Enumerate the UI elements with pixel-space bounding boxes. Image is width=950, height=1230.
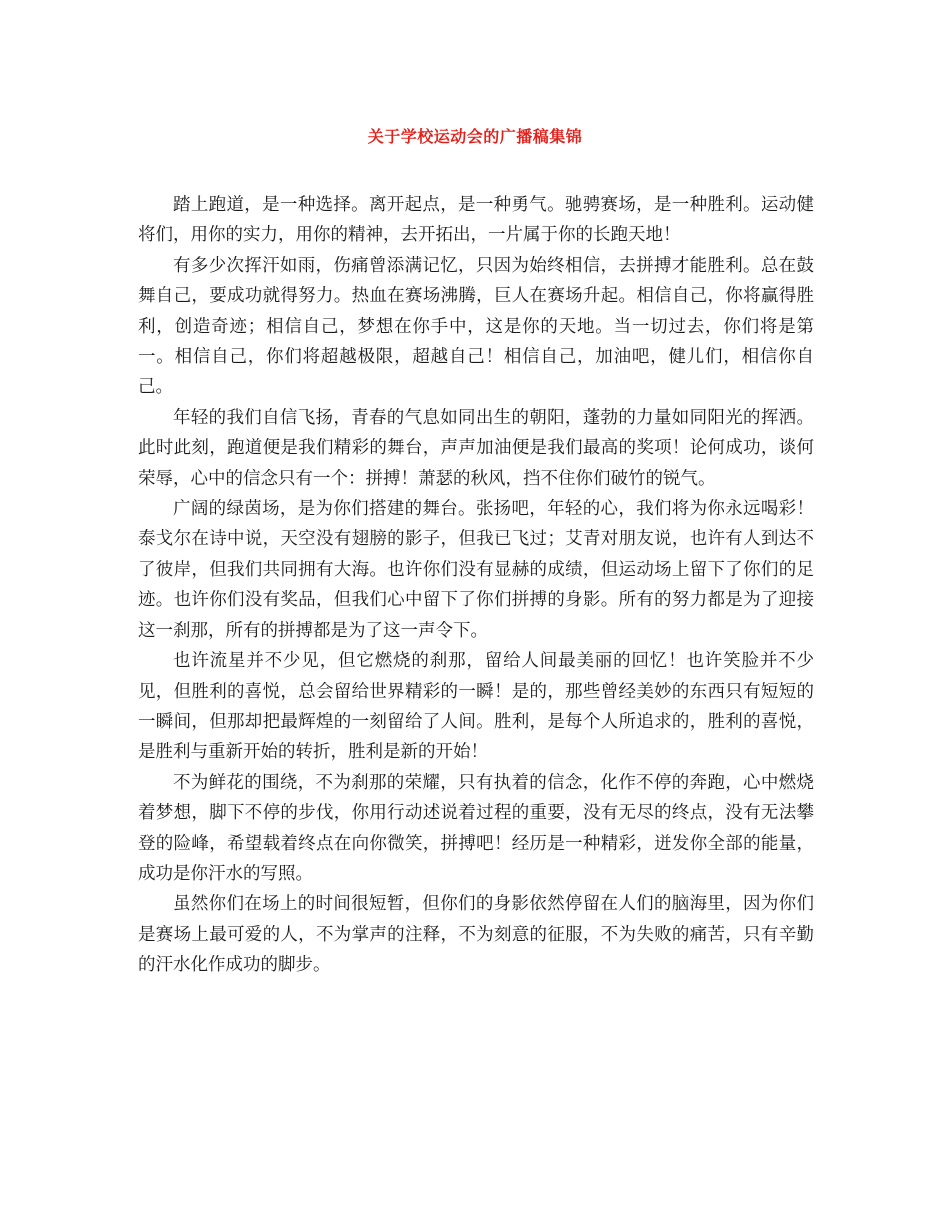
paragraph: 年轻的我们自信飞扬，青春的气息如同出生的朝阳，蓬勃的力量如同阳光的挥洒。此时此刻，跑道便是我们精彩的舞台，声声加油便是我们最高的奖项！论何成功，谈何荣辱，心中的信念只有一个：拼搏！萧瑟的秋风，挡不住你们破竹的锐气。 [138,407,814,489]
paragraph: 踏上跑道，是一种选择。离开起点，是一种勇气。驰骋赛场，是一种胜利。运动健将们，用你的实力，用你的精神，去开拓出，一片属于你的长跑天地！ [138,195,814,246]
paragraph: 也许流星并不少见，但它燃烧的刹那，留给人间最美丽的回忆！也许笑脸并不少见，但胜利的喜悦，总会留给世界精彩的一瞬！是的，那些曾经美妙的东西只有短短的一瞬间，但那却把最辉煌的一刻留给了人间。胜利，是每个人所追求的，胜利的喜悦，是胜利与重新开始的转折，胜利是新的开始！ [138,651,814,763]
paragraph: 虽然你们在场上的时间很短暂，但你们的身影依然停留在人们的脑海里，因为你们是赛场上最可爱的人，不为掌声的注释，不为刻意的征服，不为失败的痛苦，只有辛勤的汗水化作成功的脚步。 [138,894,814,976]
paragraph: 广阔的绿茵场，是为你们搭建的舞台。张扬吧，年轻的心，我们将为你永远喝彩！泰戈尔在诗中说，天空没有翅膀的影子，但我已飞过；艾青对朋友说，也许有人到达不了彼岸，但我们共同拥有大海。也许你们没有显赫的成绩，但运动场上留下了你们的足迹。也许你们没有奖品，但我们心中留下了你们拼搏的身影。所有的努力都是为了迎接这一刹那，所有的拼搏都是为了这一声令下。 [138,499,814,641]
paragraph: 不为鲜花的围绕，不为刹那的荣耀，只有执着的信念，化作不停的奔跑，心中燃烧着梦想，脚下不停的步伐，你用行动述说着过程的重要，没有无尽的终点，没有无法攀登的险峰，希望载着终点在向你微笑，拼搏吧！经历是一种精彩，迸发你全部的能量，成功是你汗水的写照。 [138,772,814,884]
paragraph: 有多少次挥汗如雨，伤痛曾添满记忆，只因为始终相信，去拼搏才能胜利。总在鼓舞自己，要成功就得努力。热血在赛场沸腾，巨人在赛场升起。相信自己，你将赢得胜利，创造奇迹；相信自己，梦想在你手中，这是你的天地。当一切过去，你们将是第一。相信自己，你们将超越极限，超越自己！相信自己，加油吧，健儿们，相信你自己。 [138,255,814,398]
document-title: 关于学校运动会的广播稿集锦 [367,127,583,146]
document-body [138,190,814,981]
